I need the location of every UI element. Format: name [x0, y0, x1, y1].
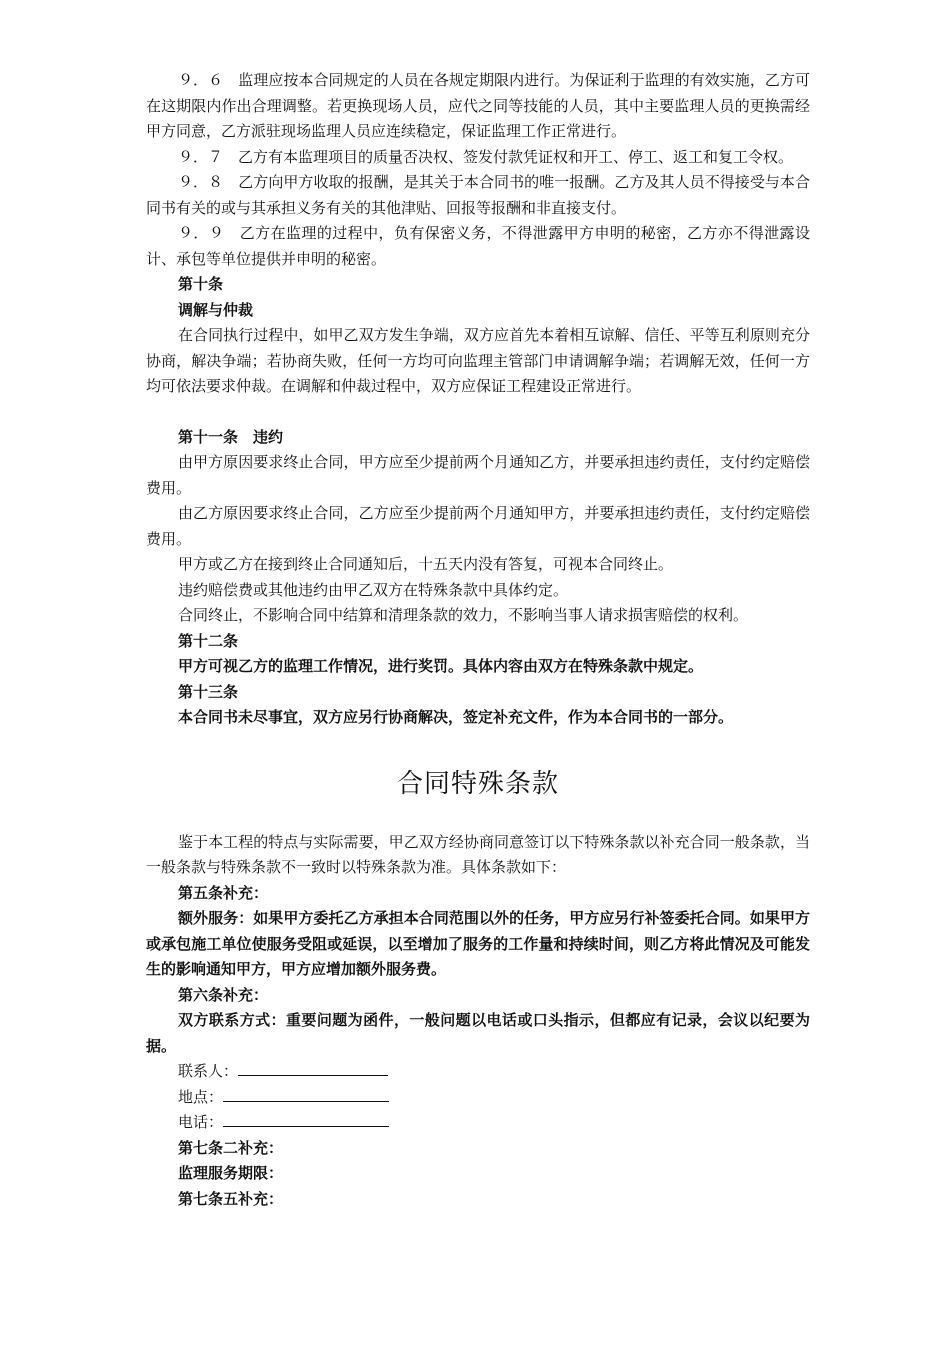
clause-9-9	[146, 221, 810, 272]
article-11-heading: 第十一条 违约	[178, 427, 284, 446]
clause-number: ９．７	[178, 147, 224, 166]
contact-blank-line[interactable]	[238, 1061, 388, 1076]
contact-field	[146, 1059, 810, 1085]
contact-label: 联系人：	[178, 1062, 239, 1080]
phone-field	[146, 1110, 810, 1136]
supplement-7-5-heading: 第七条五补充：	[178, 1189, 284, 1208]
clause-text: 乙方有本监理项目的质量否决权、签发付款凭证权和开工、停工、返工和复工令权。	[238, 147, 794, 166]
address-label: 地点：	[178, 1087, 224, 1106]
article-11-para-1: 由甲方原因要求终止合同，甲方应至少提前两个月通知乙方，并要承担违约责任，支付约定赔偿费用。	[146, 453, 810, 497]
document-page	[146, 68, 810, 1212]
article-12-heading: 第十二条	[178, 631, 239, 650]
supplement-6-text: 双方联系方式：重要问题为函件，一般问题以电话或口头指示，但都应有记录，会议以纪要为据。	[146, 1011, 810, 1055]
supplement-7-2-heading: 第七条二补充：	[178, 1138, 284, 1157]
address-field	[146, 1085, 810, 1111]
clause-text: 监理应按本合同规定的人员在各规定期限内进行。为保证利于监理的有效实施，乙方可在这期限内作出合理调整。若更换现场人员，应代之同等技能的人员，其中主要监理人员的更换需经甲方同意，乙方派驻现场监理人员应连续稳定，保证监理工作正常进行。	[146, 71, 810, 140]
supplement-6-heading: 第六条补充：	[178, 985, 269, 1004]
article-10-text: 在合同执行过程中，如甲乙双方发生争端，双方应首先本着相互谅解、信任、平等互利原则充分协商，解决争端；若协商失败，任何一方均可向监理主管部门申请调解争端；若调解无效，任何一方均可依法要求仲裁。在调解和仲裁过程中，双方应保证工程建设正常进行。	[146, 326, 810, 395]
clause-number: ９．８	[178, 173, 224, 191]
supplement-5-heading: 第五条补充：	[178, 883, 269, 902]
article-11-para-2: 由乙方原因要求终止合同，乙方应至少提前两个月通知甲方，并要承担违约责任，支付约定赔偿费用。	[146, 504, 810, 548]
clause-text: 乙方在监理的过程中，负有保密义务，不得泄露甲方申明的秘密，乙方亦不得泄露设计、承包等单位提供并申明的秘密。	[146, 224, 810, 268]
article-13-text: 本合同书未尽事宜，双方应另行协商解决，签定补充文件，作为本合同书的一部分。	[178, 708, 734, 726]
clause-9-6	[146, 68, 810, 145]
clause-number: ９．６	[178, 71, 224, 89]
supplement-5-text: 额外服务：如果甲方委托乙方承担本合同范围以外的任务，甲方应另行补签委托合同。如果甲方或承包施工单位使服务受阻或延误，以至增加了服务的工作量和持续时间，则乙方将此情况及可能发生的影响通知甲方，甲方应增加额外服务费。	[146, 909, 810, 978]
article-11-para-5: 合同终止，不影响合同中结算和清理条款的效力，不影响当事人请求损害赔偿的权利。	[178, 606, 749, 624]
address-blank-line[interactable]	[223, 1087, 389, 1102]
special-intro: 鉴于本工程的特点与实际需要，甲乙双方经协商同意签订以下特殊条款以补充合同一般条款，当一般条款与特殊条款不一致时以特殊条款为准。具体条款如下：	[146, 832, 810, 876]
article-11-para-4: 违约赔偿费或其他违约由甲乙双方在特殊条款中具体约定。	[178, 580, 569, 599]
phone-blank-line[interactable]	[223, 1112, 389, 1127]
service-term-label: 监理服务期限：	[178, 1164, 284, 1182]
article-10-heading: 第十条	[178, 275, 224, 293]
clause-text: 乙方向甲方收取的报酬，是其关于本合同书的唯一报酬。乙方及其人员不得接受与本合同书有关的或与其承担义务有关的其他津贴、回报等报酬和非直接支付。	[146, 173, 810, 217]
article-12-text: 甲方可视乙方的监理工作情况，进行奖罚。具体内容由双方在特殊条款中规定。	[178, 657, 704, 675]
article-10-subheading: 调解与仲裁	[178, 300, 254, 319]
clause-9-7	[146, 145, 810, 171]
clause-number: ９．９	[178, 224, 225, 242]
special-terms-title: 合同特殊条款	[396, 768, 559, 799]
clause-9-8	[146, 170, 810, 221]
article-13-heading: 第十三条	[178, 682, 239, 701]
phone-label: 电话：	[178, 1113, 224, 1131]
article-11-para-3: 甲方或乙方在接到终止合同通知后，十五天内没有答复，可视本合同终止。	[178, 555, 674, 573]
spacer	[146, 400, 810, 425]
